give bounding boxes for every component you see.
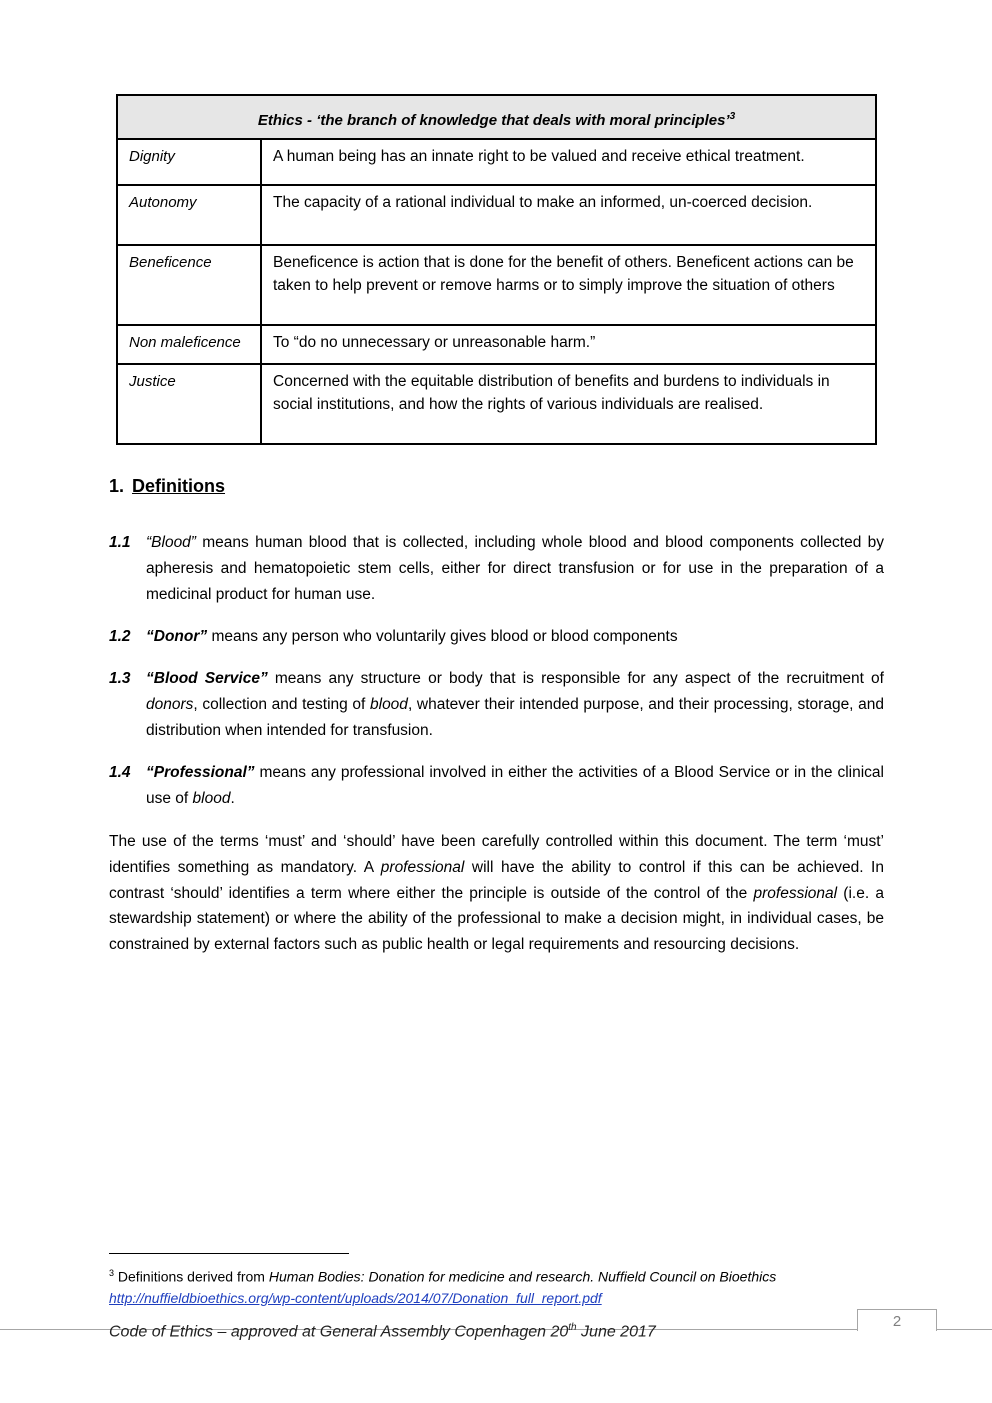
table-row bbox=[117, 245, 876, 325]
table-row bbox=[117, 364, 876, 444]
definition-term: “Donor” bbox=[146, 628, 208, 645]
section-title: Definitions bbox=[132, 476, 226, 496]
table-header bbox=[117, 95, 876, 139]
definition-item bbox=[109, 666, 884, 743]
definition-body bbox=[146, 530, 884, 607]
definition-number: 1.3 bbox=[109, 670, 131, 687]
footnote-separator bbox=[109, 1253, 349, 1254]
term-cell: Autonomy bbox=[117, 185, 261, 245]
definition-text: , whatever their intended purpose, and their processing, storage, and distribution when intended for transfusion. bbox=[146, 695, 884, 739]
definition-item bbox=[109, 624, 884, 650]
paragraph-text: will have the ability to control if this can be achieved. In contrast ‘should’ identifies a term where either the principle is outside of the control of the bbox=[109, 858, 884, 902]
definition-text: means any person who voluntarily gives blood or blood components bbox=[207, 628, 678, 645]
table-row bbox=[117, 185, 876, 245]
definition-term: “Professional” bbox=[146, 764, 255, 781]
paragraph-emphasis: professional bbox=[380, 858, 465, 876]
definition-text: . bbox=[230, 789, 235, 807]
term-cell: Dignity bbox=[117, 139, 261, 185]
table-row bbox=[117, 139, 876, 185]
usage-paragraph bbox=[109, 829, 884, 958]
footer-date: June 2017 bbox=[576, 1323, 656, 1341]
footnote-ref: 3 bbox=[109, 1268, 115, 1278]
description-cell: Concerned with the equitable distribution of benefits and burdens to individuals in social institutions, and how the rights of various individuals are realised. bbox=[261, 364, 876, 444]
definition-text: means human blood that is collected, including whole blood and blood components collected by apheresis and hematopoietic stem cells, either for direct transfusion or for use in the preparation of a medicinal product for human use. bbox=[146, 534, 884, 603]
definition-emphasis: donors bbox=[146, 695, 194, 713]
definition-text: means any structure or body that is responsible for any aspect of the recruitment of bbox=[267, 670, 884, 687]
definition-emphasis: blood bbox=[192, 789, 231, 807]
footer-title: Code of Ethics – approved at General Assembly Copenhagen 20 bbox=[109, 1323, 569, 1341]
description-cell: To “do no unnecessary or unreasonable harm.” bbox=[261, 325, 876, 364]
footer-date-suffix: th bbox=[568, 1322, 577, 1333]
page-number: 2 bbox=[857, 1309, 937, 1331]
definition-number: 1.2 bbox=[109, 628, 131, 645]
paragraph-emphasis: professional bbox=[753, 884, 838, 902]
footnote-text: Definitions derived from bbox=[114, 1268, 269, 1285]
footnote bbox=[109, 1263, 869, 1309]
term-cell: Justice bbox=[117, 364, 261, 444]
definition-term: “Blood Service” bbox=[146, 670, 268, 687]
table-header-footnote-ref: 3 bbox=[729, 110, 736, 122]
paragraph-text: The use of the terms ‘must’ and ‘should’ have been carefully controlled within this document. The term ‘must’ identifies something as mandatory. A bbox=[109, 833, 884, 876]
footnote-source: Human Bodies: Donation for medicine and research. Nuffield Council on Bioethics bbox=[268, 1268, 777, 1285]
section-number: 1. bbox=[109, 476, 125, 496]
term-cell: Non maleficence bbox=[117, 325, 261, 364]
paragraph-text: (i.e. a stewardship statement) or where the ability of the professional to make a decision might, in individual cases, be constrained by external factors such as public health or legal requirements and resourcing decisions. bbox=[109, 884, 884, 954]
description-cell: A human being has an innate right to be valued and receive ethical treatment. bbox=[261, 139, 876, 185]
definition-item bbox=[109, 760, 884, 812]
definition-number: 1.1 bbox=[109, 534, 131, 551]
definition-number: 1.4 bbox=[109, 764, 131, 781]
footnote-link[interactable]: http://nuffieldbioethics.org/wp-content/uploads/2014/07/Donation_full_report.pdf bbox=[109, 1289, 602, 1306]
section-heading bbox=[109, 476, 225, 497]
definition-body bbox=[146, 760, 884, 812]
definition-body bbox=[146, 666, 884, 743]
table-row bbox=[117, 325, 876, 364]
term-cell: Beneficence bbox=[117, 245, 261, 325]
definition-term: “Blood” bbox=[146, 534, 196, 551]
table-header-text: Ethics - ‘the branch of knowledge that deals with moral principles’ bbox=[257, 111, 730, 129]
description-cell: The capacity of a rational individual to make an informed, un-coerced decision. bbox=[261, 185, 876, 245]
definition-item bbox=[109, 530, 884, 607]
description-cell: Beneficence is action that is done for the benefit of others. Beneficent actions can be taken to help prevent or remove harms or to simply improve the situation of others bbox=[261, 245, 876, 325]
definition-text: means any professional involved in either the activities of a Blood Service or in the clinical use of bbox=[146, 764, 884, 807]
definition-emphasis: blood bbox=[370, 695, 408, 713]
definition-body bbox=[146, 624, 884, 650]
footer-text bbox=[109, 1322, 656, 1341]
definition-text: , collection and testing of bbox=[193, 695, 370, 713]
ethics-table bbox=[116, 94, 877, 445]
